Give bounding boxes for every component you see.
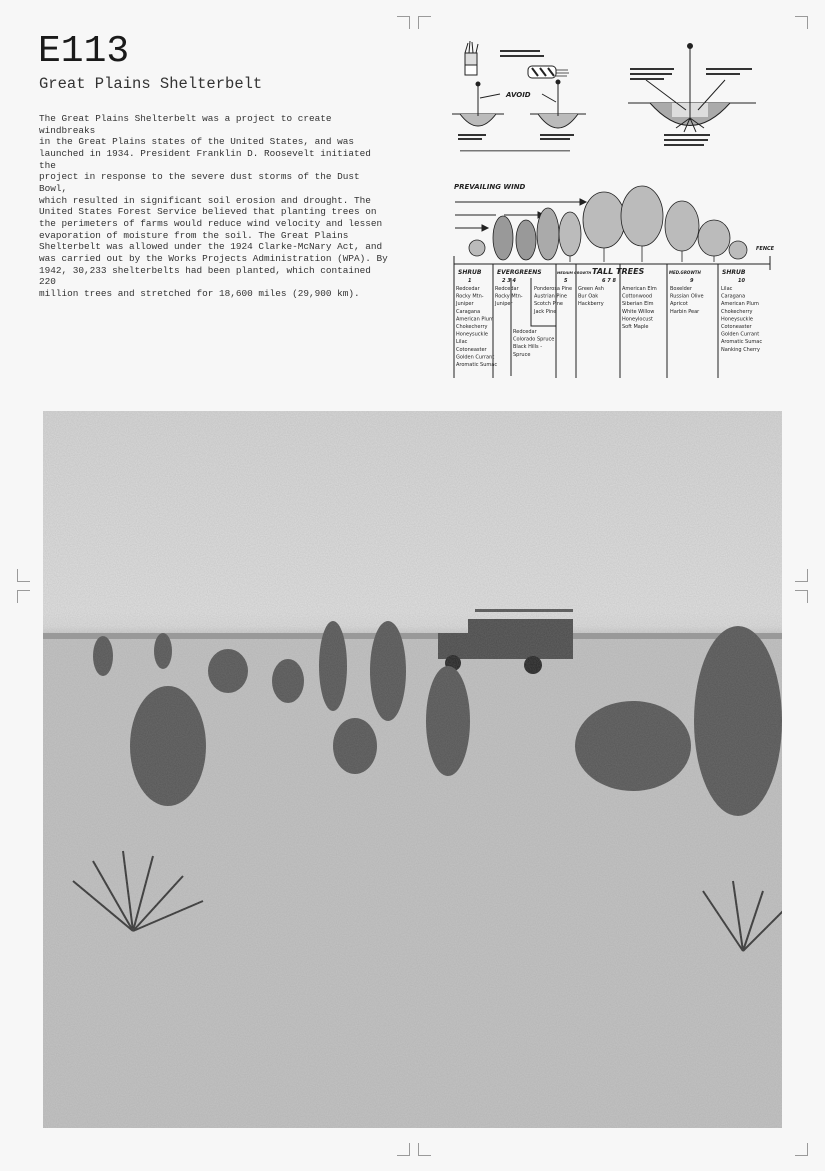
species-name: Ponderosa Pine xyxy=(534,286,573,292)
prevailing-wind-label: PREVAILING WIND xyxy=(454,183,526,191)
species-name: Rocky Mtn- xyxy=(456,293,484,300)
species-name: Aromatic Sumac xyxy=(456,362,498,368)
species-name: American Plum xyxy=(721,301,759,308)
avoid-label: AVOID xyxy=(506,91,531,99)
species-name: Austrian Pine xyxy=(534,293,567,300)
zone-label: MED.GROWTH xyxy=(669,270,701,275)
species-name: Redcedar xyxy=(495,286,519,292)
species-name: Colorado Spruce xyxy=(513,336,555,343)
species-name: Lilac xyxy=(456,339,468,346)
zone-labels xyxy=(458,267,746,284)
zone-rows: 1 xyxy=(468,278,472,284)
species-name: Chokecherry xyxy=(456,324,488,330)
zone-rows: 6 7 8 xyxy=(602,278,616,284)
zone-label: EVERGREENS xyxy=(497,269,542,276)
description-paragraph: The Great Plains Shelterbelt was a project to create windbreaks in the Great Plains states of the United States, and was launched in 1934. President Franklin D. Roosevelt initiated the project in response to the severe dust storms of the Dust Bowl, which resulted in significant soil erosion and drought. The United States Forest Service believed that planting trees on the perimeters of farms would reduce wind velocity and lessen evaporation of moisture from the soil. The Great Plains Shelterbelt was allowed under the 1924 Clarke-McNary Act, and was carried out by the Works Projects Administration (WPA). By 1942, 30,233 shelterbelts had been planted, which contained 220 million trees and stretched for 18,600 miles (29,900 km). xyxy=(39,113,388,299)
species-name: American Plum xyxy=(456,316,494,323)
species-lists xyxy=(455,286,762,368)
species-name: Cotoneaster xyxy=(721,324,752,330)
crop-mark xyxy=(795,1143,808,1156)
species-name: Caragana xyxy=(721,293,746,300)
species-name: Nanking Cherry xyxy=(721,346,760,353)
species-name: Golden Currant xyxy=(456,354,495,361)
species-name: Green Ash xyxy=(578,286,604,292)
seedling-bucket-icon xyxy=(465,41,478,75)
species-name: Siberian Elm xyxy=(622,301,654,308)
zone-label: MEDIUM GROWTH xyxy=(557,271,592,275)
crop-mark xyxy=(17,569,30,582)
species-name: Honeysuckle xyxy=(721,316,753,323)
species-name: Russian Olive xyxy=(670,293,704,300)
shelterbelt-diagram xyxy=(452,178,778,380)
species-name: Lilac xyxy=(721,286,733,292)
species-name: Bur Oak xyxy=(578,293,599,300)
crop-mark xyxy=(397,1143,410,1156)
crop-mark xyxy=(418,1143,431,1156)
entry-code: E113 xyxy=(38,30,130,73)
crop-mark xyxy=(795,569,808,582)
species-name: White Willow xyxy=(622,308,655,315)
species-name: Juniper xyxy=(495,301,513,308)
species-name: Golden Currant xyxy=(721,331,760,338)
crop-mark xyxy=(397,16,410,29)
zone-rows: 2 3 4 xyxy=(502,278,516,284)
caption-scribble xyxy=(458,134,574,152)
species-name: Black Hills - xyxy=(513,344,543,351)
zone-label: SHRUB xyxy=(722,269,746,276)
historical-photo xyxy=(43,411,782,1128)
zone-label: TALL TREES xyxy=(592,267,645,276)
species-name: Honeysuckle xyxy=(456,331,488,338)
species-name: Cotoneaster xyxy=(456,346,487,353)
species-name: Harbin Pear xyxy=(670,308,700,315)
zone-rows: 5 xyxy=(564,278,568,284)
species-name: Hackberry xyxy=(578,301,604,308)
photo-scene xyxy=(43,411,782,1128)
species-name: American Elm xyxy=(622,286,657,292)
zone-rows: 9 xyxy=(690,278,694,284)
species-name: Cottonwood xyxy=(622,293,653,300)
species-name: Boxelder xyxy=(670,286,692,292)
species-name: Honeylocust xyxy=(622,316,653,323)
species-name: Soft Maple xyxy=(622,324,649,330)
entry-title: Great Plains Shelterbelt xyxy=(39,75,263,93)
species-name: Caragana xyxy=(456,308,481,315)
crop-mark xyxy=(17,590,30,603)
fence-label: FENCE xyxy=(756,246,775,252)
species-name: Redcedar xyxy=(456,286,480,292)
planting-pit-right xyxy=(628,44,756,133)
species-name: Redcedar xyxy=(513,329,537,335)
species-name: Spruce xyxy=(513,351,531,358)
species-name: Chokecherry xyxy=(721,308,753,315)
species-name: Rocky Mtn- xyxy=(495,293,523,300)
zone-rows: 10 xyxy=(738,278,745,284)
planting-pit-left xyxy=(452,82,504,126)
species-name: Jack Pine xyxy=(534,308,557,315)
zone-label: SHRUB xyxy=(458,269,482,276)
crop-mark xyxy=(795,590,808,603)
crop-mark xyxy=(418,16,431,29)
species-name: Apricot xyxy=(670,301,688,308)
planting-illustration xyxy=(450,38,770,158)
species-name: Aromatic Sumac xyxy=(721,339,763,346)
species-name: Scotch Pine xyxy=(534,301,563,308)
caption-scribble xyxy=(500,50,544,57)
wet-sack-icon xyxy=(528,66,569,78)
planting-pit-middle xyxy=(530,80,586,128)
species-name: Juniper xyxy=(456,301,474,308)
tree-row-illustration xyxy=(469,186,747,262)
crop-mark xyxy=(795,16,808,29)
